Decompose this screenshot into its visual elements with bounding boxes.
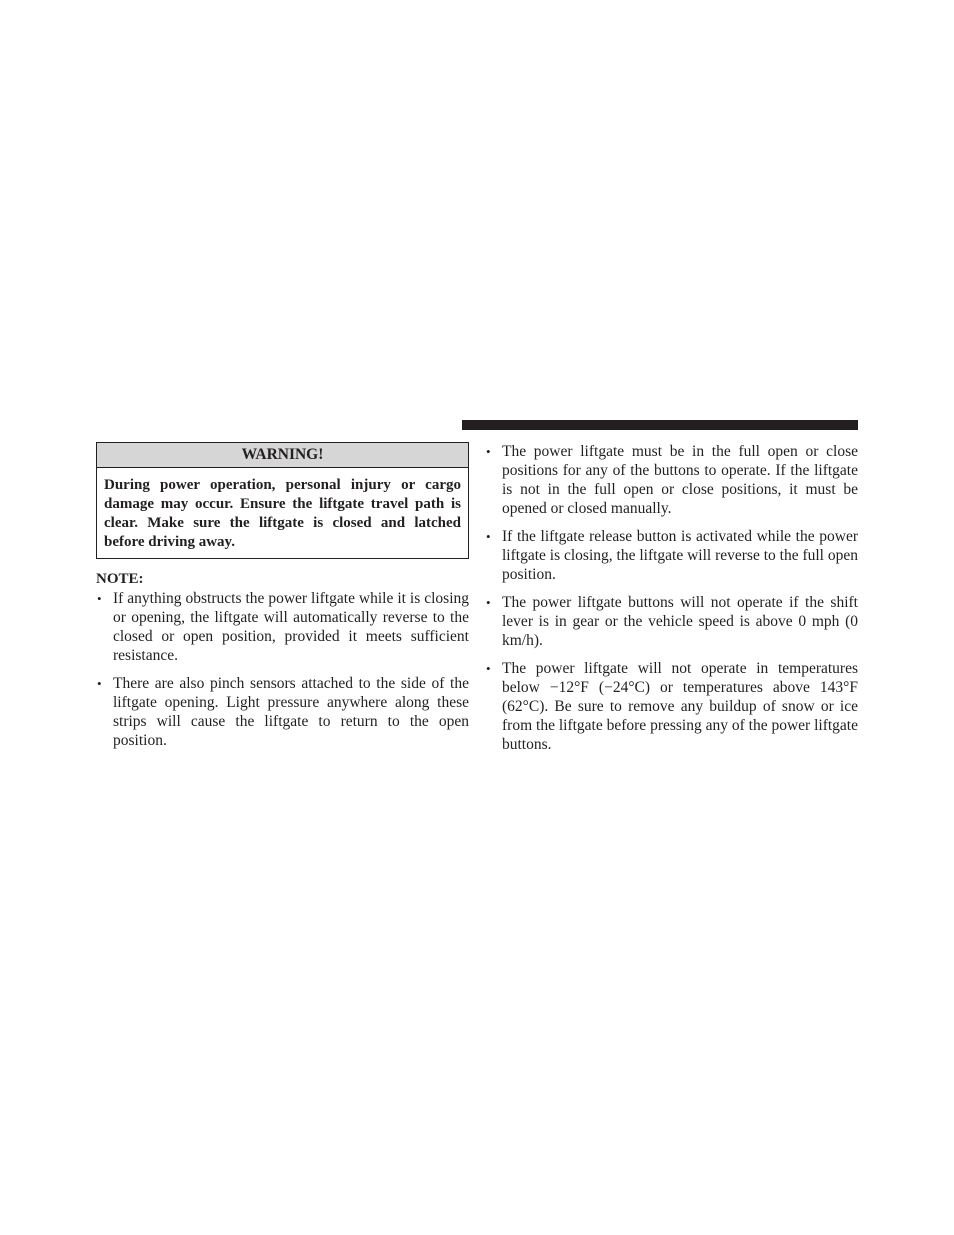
list-item [96, 674, 469, 750]
bullet-icon: • [486, 444, 491, 459]
list-item-text: If anything obstructs the power liftgate while it is closing or opening, the liftgate will automatically reverse to the closed or open position, provided it meets sufficient resistance. [113, 590, 469, 664]
list-item [485, 593, 858, 650]
list-item-text: If the liftgate release button is activated while the power liftgate is closing, the liftgate will reverse to the full open position. [502, 528, 858, 583]
bullet-icon: • [486, 529, 491, 544]
note-list-left [96, 589, 469, 750]
list-item-text: The power liftgate buttons will not operate if the shift lever is in gear or the vehicle speed is above 0 mph (0 km/h). [502, 594, 858, 649]
warning-title: WARNING! [97, 443, 468, 468]
note-list-right [485, 442, 858, 754]
right-column [485, 442, 858, 754]
list-item [485, 659, 858, 754]
bullet-icon: • [486, 595, 491, 610]
list-item [485, 442, 858, 518]
bullet-icon: • [486, 661, 491, 676]
list-item [485, 527, 858, 584]
list-item-text: The power liftgate will not operate in temperatures below −12°F (−24°C) or temperatures above 143°F (62°C). Be sure to remove any buildup of snow or ice from the liftgate before pressing any of the power liftgate buttons. [502, 660, 858, 753]
left-column [96, 442, 469, 750]
section-header-bar [462, 420, 858, 430]
list-item [96, 589, 469, 665]
list-item-text: The power liftgate must be in the full open or close positions for any of the buttons to operate. If the liftgate is not in the full open or close positions, it must be opened or closed manually. [502, 443, 858, 517]
bullet-icon: • [97, 676, 102, 691]
bullet-icon: • [97, 591, 102, 606]
warning-text: During power operation, personal injury or cargo damage may occur. Ensure the liftgate travel path is clear. Make sure the liftgate is closed and latched before driving away. [104, 477, 461, 550]
warning-box [96, 442, 469, 559]
note-label: NOTE: [96, 571, 144, 587]
list-item-text: There are also pinch sensors attached to the side of the liftgate opening. Light pressure anywhere along these strips will cause the liftgate to return to the open position. [113, 675, 469, 749]
